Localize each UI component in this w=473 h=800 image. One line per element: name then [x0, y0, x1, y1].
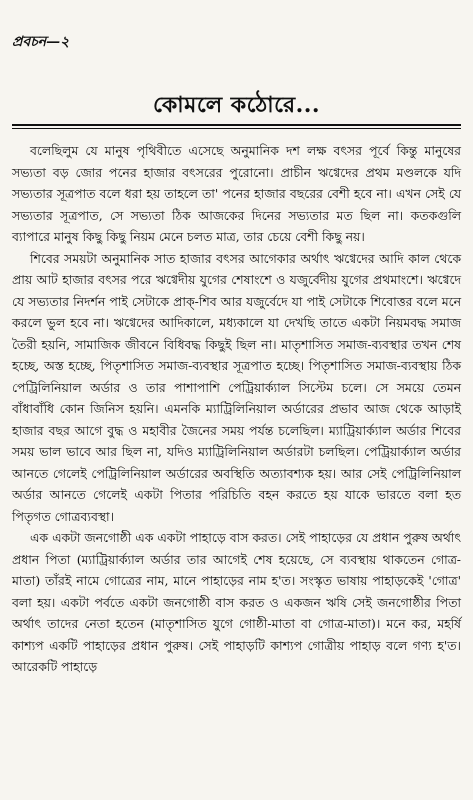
- paragraph-3: এক একটা জনগোষ্ঠী এক একটা পাহাড়ে বাস করত। সেই পাহাড়ের যে প্রধান পুরুষ অর্থাৎ প্রধান পিতা (ম্যাট্রিয়ার্ক্যাল অর্ডার তার আগেই শেষ হয়েছে, সে ব্যবস্থায় থাকতেন গোত্র-মাতা) তাঁরই নামে গোত্রের নাম, মানে পাহাড়ের নাম হ'ত। সংস্কৃত ভাষায় পাহাড়কেই 'গোত্র' বলা হয়। একটা পর্বতে একটা জনগোষ্ঠী বাস করত ও একজন ঋষি সেই জনগোষ্ঠীর পিতা অর্থাৎ তাদের নেতা হতেন (মাতৃশাসিত যুগে গোষ্ঠী-মাতা বা গোত্র-মাতা)। মনে কর, মহর্ষি কাশ্যপ একটি পাহাড়ের প্রধান পুরুষ। সেই পাহাড়টি কাশ্যপ গোত্রীয় পাহাড় বলে গণ্য হ'ত। আরেকটি পাহাড়ে: [12, 530, 461, 674]
- body-text: [12, 140, 461, 678]
- paragraph-1: বলেছিলুম যে মানুষ পৃথিবীতে এসেছে অনুমানিক দশ লক্ষ বৎসর পূর্বে কিন্তু মানুষের সভ্যতা বড় জোর পনের হাজার বৎসরের পুরোনো। প্রাচীন ঋগ্বেদের প্রথম মণ্ডলকে যদি সভ্যতার সূত্রপাত বলে ধরা হয় তাহলে তা' পনের হাজার বছরের বেশী হবে না। এখন সেই যে সভ্যতার সূত্রপাত, সে সভ্যতা ঠিক আজকের দিনের সভ্যতার মত ছিল না। কতকগুলি ব্যাপারে মানুষ কিছু কিছু নিয়ম মেনে চলত মাত্র, তার চেয়ে বেশী কিছু নয়।: [12, 143, 461, 244]
- chapter-title: কোমলে কঠোরে...: [152, 92, 321, 118]
- paragraph-2: শিবের সময়টা অনুমানিক সাত হাজার বৎসর আগেকার অর্থাৎ ঋগ্বেদের আদি কাল থেকে প্রায় আট হাজার বৎসর পরে ঋগ্বেদীয় যুগের শেষাংশে ও যজুর্বেদীয় যুগের প্রথমাংশে। ঋগ্বেদে যে সভ্যতার নিদর্শন পাই সেটাকে প্রাক্‌-শিব আর যজুর্বেদে যা পাই সেটাকে শিবোত্তর বলে মনে করলে ভুল হবে না। ঋগ্বেদের আদিকালে, মধ্যকালে যা দেখছি তাতে একটা নিয়মবদ্ধ সমাজ তৈরী হয়নি, সামাজিক জীবনে বিধিবদ্ধ কিছুই ছিল না। মাতৃশাসিত সমাজ-ব্যবস্থার তখন শেষ হচ্ছে, অস্ত হচ্ছে, পিতৃশাসিত সমাজ-ব্যবস্থার সূত্রপাত হচ্ছে। পিতৃশাসিত সমাজ-ব্যবস্থায় ঠিক পেট্রিলিনিয়াল অর্ডার ও তার পাশাপাশি পেট্রিয়ার্ক্যাল সিস্টেম চলে। সে সময়ে তেমন বাঁধাবাঁধি কোন জিনিস হয়নি। এমনকি ম্যাট্রিলিনিয়াল অর্ডারের প্রভাব আজ থেকে আড়াই হাজার বছর আগে বুদ্ধ ও মহাবীর জৈনের সময় পর্যন্ত চলেছিল। ম্যাট্রিয়ার্ক্যাল অর্ডার শিবের সময় ভাল ভাবে আর ছিল না, যদিও ম্যাট্রিলিনিয়াল অর্ডারটা চলছিল। পেট্রিয়ার্ক্যাল অর্ডার আনতে গেলেই পেট্রিলিনিয়াল অর্ডারের অবস্থিতি অত্যাবশ্যক হয়। আর সেই পেট্রিলিনিয়াল অর্ডার আনতে গেলেই একটা পিতার পরিচিতি বহন করতে হয় যাকে ভারতে বলা হত পিতৃগত গোত্রব্যবস্থা।: [12, 250, 461, 524]
- title-rule-bottom: [12, 128, 461, 129]
- title-rule-top: [12, 124, 461, 126]
- running-header: প্রবচন—২: [12, 34, 70, 50]
